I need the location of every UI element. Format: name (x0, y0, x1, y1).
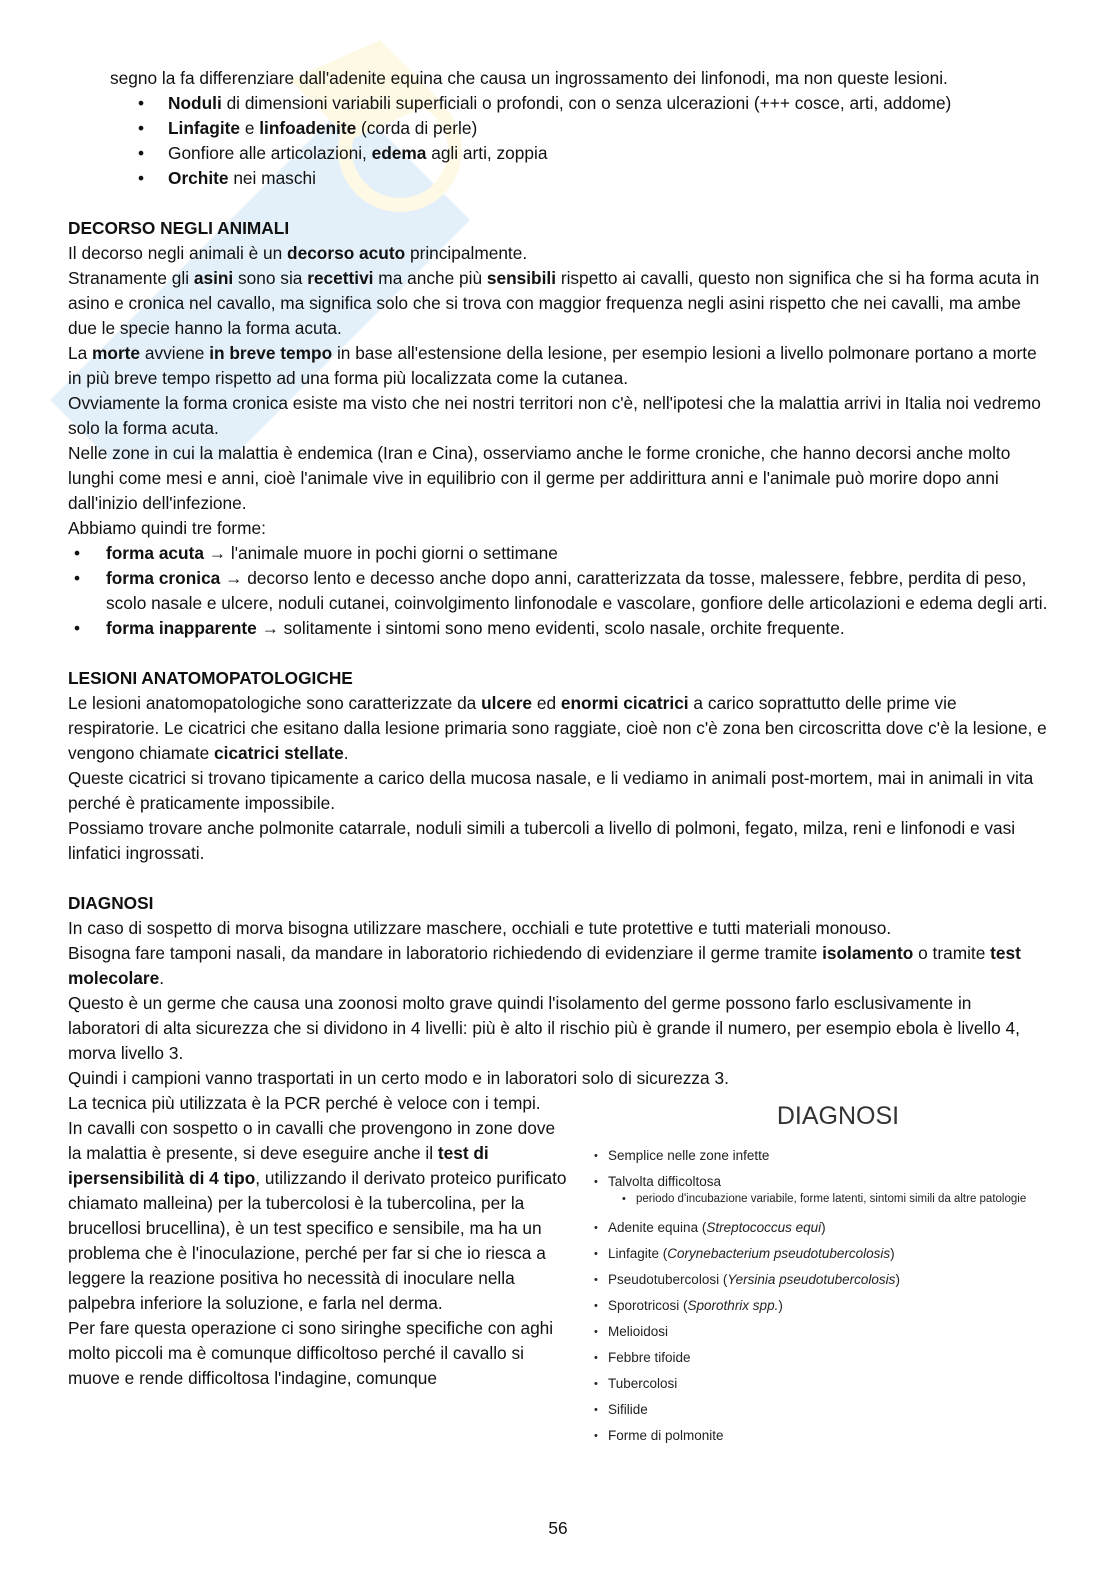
list-item: • Linfagite e linfoadenite (corda di perle) (168, 116, 1048, 141)
list-item: • Tubercolosi (608, 1371, 1058, 1397)
paragraph: Le lesioni anatomopatologiche sono caratterizzate da ulcere ed enormi cicatrici a carico soprattutto delle prime vie respiratorie. Le cicatrici che esitano dalla lesione primaria sono raggiate, cioè non c'è zona ben circoscritta dove c'è la lesione, e vengono chiamate cicatrici stellate. (68, 693, 1047, 763)
paragraph: Il decorso negli animali è un decorso acuto principalmente. (68, 243, 528, 263)
forms-list (68, 541, 1048, 641)
slide-list (588, 1143, 1058, 1449)
list-item: • Forme di polmonite (608, 1423, 1058, 1449)
paragraph: Questo è un germe che causa una zoonosi molto grave quindi l'isolamento del germe possono farlo esclusivamente in laboratori di alta sicurezza che si dividono in 4 livelli: più è alto il rischio più è grande il numero, per esempio ebola è livello 4, morva livello 3. (68, 993, 1020, 1063)
paragraph: Stranamente gli asini sono sia recettivi ma anche più sensibili rispetto ai cavalli, questo non significa che si ha forma acuta in asino e cronica nel cavallo, ma significa solo che si trova con maggior frequenza negli asini rispetto che nei cavalli, ma ambe due le specie hanno la forma acuta. (68, 268, 1040, 338)
paragraph: Quindi i campioni vanno trasportati in un certo modo e in laboratori solo di sicurezza 3. (68, 1068, 729, 1088)
paragraph: Possiamo trovare anche polmonite catarrale, noduli simili a tubercoli a livello di polmoni, fegato, milza, reni e linfonodi e vasi linfatici ingrossati. (68, 818, 1016, 863)
list-item: • Semplice nelle zone infette (608, 1143, 1058, 1169)
section-title-lesioni: LESIONI ANATOMOPATOLOGICHE (68, 668, 353, 688)
list-item: • periodo d'incubazione variabile, forme latenti, sintomi simili da altre patologie (608, 1191, 1058, 1207)
list-item: • forma acuta → l'animale muore in pochi giorni o settimane (106, 541, 1048, 566)
paragraph: Bisogna fare tamponi nasali, da mandare in laboratorio richiedendo di evidenziare il germe tramite isolamento o tramite test molecolare. (68, 943, 1021, 988)
list-item: • Pseudotubercolosi (Yersinia pseudotubercolosis) (608, 1267, 1058, 1293)
list-item: • forma inapparente → solitamente i sintomi sono meno evidenti, scolo nasale, orchite frequente. (106, 616, 1048, 641)
list-item: • Melioidosi (608, 1319, 1058, 1345)
list-item: • Linfagite (Corynebacterium pseudotubercolosis) (608, 1241, 1058, 1267)
list-item: • forma cronica → decorso lento e decesso anche dopo anni, caratterizzata da tosse, malessere, febbre, perdita di peso, scolo nasale e ulcere, noduli cutanei, coinvolgimento linfonodale e vascolare, gonfiore delle articolazioni e edema degli arti. (106, 566, 1048, 616)
split-text-column (68, 1091, 568, 1391)
list-item: • Talvolta difficoltosa (608, 1169, 1058, 1195)
list-item: • Sifilide (608, 1397, 1058, 1423)
slide-title: DIAGNOSI (776, 1102, 900, 1130)
slide-image (588, 1101, 1058, 1449)
list-item: • Gonfiore alle articolazioni, edema agli arti, zoppia (168, 141, 1048, 166)
section-title-decorso: DECORSO NEGLI ANIMALI (68, 218, 290, 238)
symptom-list (68, 91, 1048, 191)
paragraph: Queste cicatrici si trovano tipicamente a carico della mucosa nasale, e li vediamo in animali post-mortem, mai in animali in vita perché è praticamente impossibile. (68, 768, 1034, 813)
paragraph: In cavalli con sospetto o in cavalli che provengono in zone dove la malattia è presente, si deve eseguire anche il test di ipersensibilità di 4 tipo, utilizzando il derivato proteico purificato chiamato malleina) per la tubercolosi è la tubercolina, per la brucellosi brucellina), è un test specifico e sensibile, ma ha un problema che è l'inoculazione, perché per far si che io riesca a leggere la reazione positiva ho necessità di inoculare nella palpebra inferiore la soluzione, e farla nel derma. (68, 1118, 567, 1313)
list-item: • Febbre tifoide (608, 1345, 1058, 1371)
page-number: 56 (548, 1518, 568, 1538)
diagnosi-split (68, 1091, 1048, 1443)
list-item: • Sporotricosi (Sporothrix spp.) (608, 1293, 1058, 1319)
section-title-diagnosi: DIAGNOSI (68, 893, 154, 913)
paragraph: Ovviamente la forma cronica esiste ma visto che nei nostri territori non c'è, nell'ipotesi che la malattia arrivi in Italia noi vedremo solo la forma acuta. (68, 393, 1041, 438)
paragraph: La tecnica più utilizzata è la PCR perché è veloce con i tempi. (68, 1093, 541, 1113)
list-item: • Adenite equina (Streptococcus equi) (608, 1215, 1058, 1241)
paragraph: Nelle zone in cui la malattia è endemica (Iran e Cina), osserviamo anche le forme croniche, che hanno decorsi anche molto lunghi come mesi e anni, cioè l'animale vive in equilibrio con il germe per addirittura anni e l'animale può morire dopo anni dall'inizio dell'infezione. (68, 443, 1011, 513)
intro-line: segno la fa differenziare dall'adenite equina che causa un ingrossamento dei linfonodi, ma non queste lesioni. (110, 68, 948, 88)
document-page (68, 66, 1048, 1443)
list-item: • Noduli di dimensioni variabili superficiali o profondi, con o senza ulcerazioni (+++ cosce, arti, addome) (168, 91, 1048, 116)
paragraph: Abbiamo quindi tre forme: (68, 518, 266, 538)
paragraph: La morte avviene in breve tempo in base all'estensione della lesione, per esempio lesioni a livello polmonare portano a morte in più breve tempo rispetto ad una forma più localizzata come la cutanea. (68, 343, 1037, 388)
paragraph: In caso di sospetto di morva bisogna utilizzare maschere, occhiali e tute protettive e tutti materiali monouso. (68, 918, 892, 938)
paragraph: Per fare questa operazione ci sono siringhe specifiche con aghi molto piccoli ma è comunque difficoltoso perché il cavallo si muove e rende difficoltosa l'indagine, comunque (68, 1318, 554, 1388)
list-item: • Orchite nei maschi (168, 166, 1048, 191)
